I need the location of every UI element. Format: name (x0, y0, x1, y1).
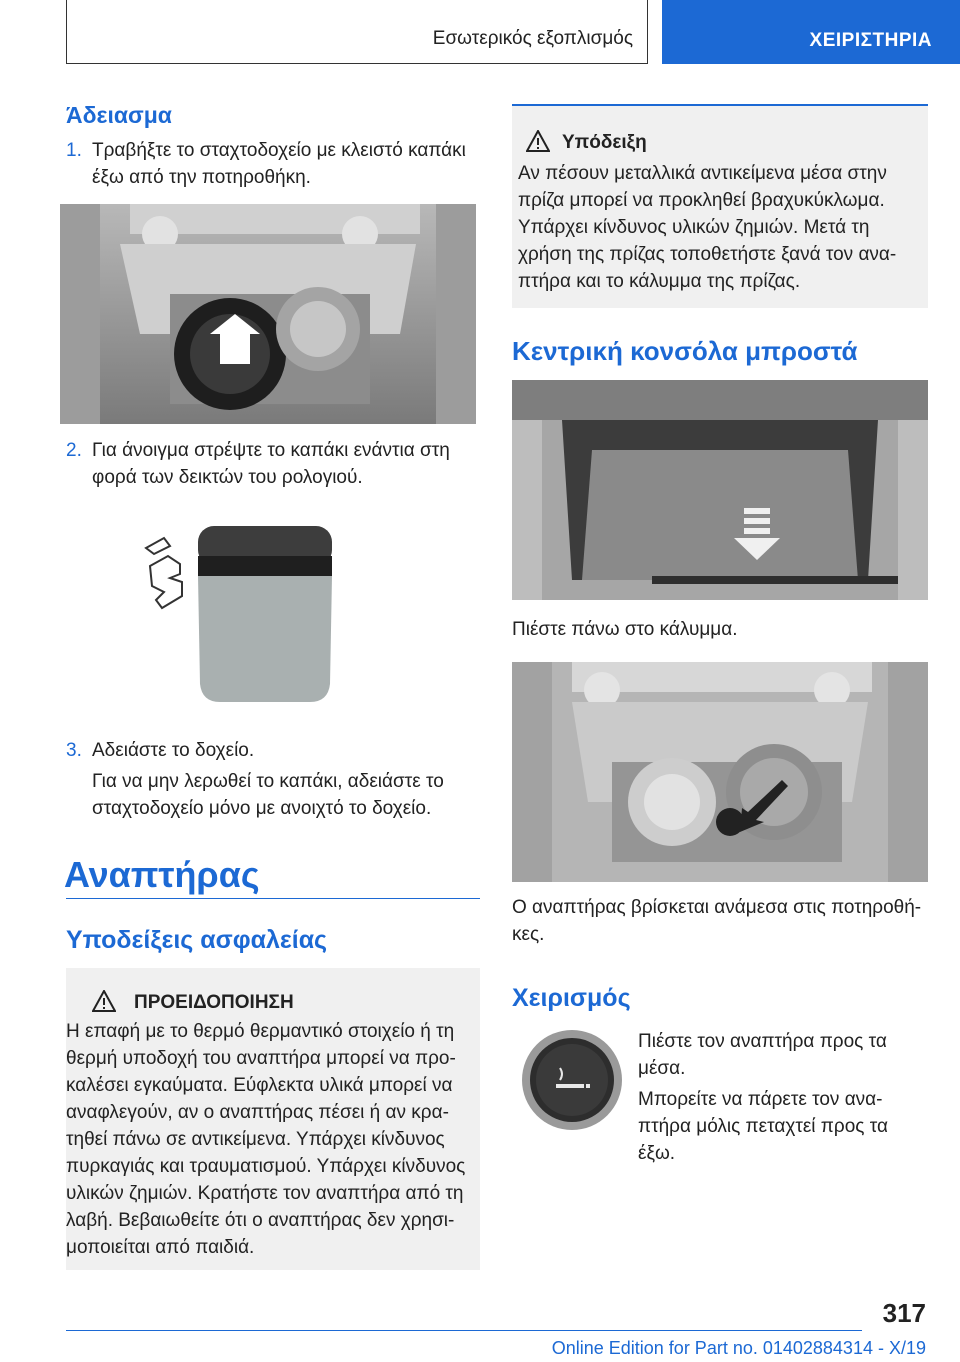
step-3-number: 3. (66, 740, 82, 761)
console-cover-image (512, 380, 928, 600)
edition-line: Online Edition for Part no. 01402884314 - X/19 (551, 1338, 926, 1358)
console-heading: Κεντρική κονσόλα μπροστά (512, 336, 858, 366)
ashtray-lid-rotation-image (140, 516, 356, 706)
step-1-text: Τραβήξτε το σταχτοδοχείο με κλειστό καπάκι έξω από την ποτηροθήκη. (92, 140, 466, 188)
step-3-note: Για να μην λερωθεί το καπάκι, αδειάστε το σταχτοδοχείο μόνο με ανοιχτό το δοχείο. (92, 771, 444, 819)
pull-out-text: Μπορείτε να πάρετε τον ανα- πτήρα μόλις πεταχτεί προς τα έξω. (638, 1089, 888, 1164)
warning-box (66, 968, 480, 1270)
lighter-location-image (512, 662, 928, 882)
step-1-number: 1. (66, 140, 82, 161)
operation-text: Πιέστε τον αναπτήρα προς τα μέσα. (638, 1031, 887, 1079)
step-2-text: Για άνοιγμα στρέψτε το καπάκι ενάντια στη φορά των δεικτών του ρολογιού. (92, 440, 450, 488)
step-3-text: Αδειάστε το δοχείο. (92, 740, 255, 761)
header-section-box (66, 0, 648, 64)
header-chapter-tab (662, 0, 960, 64)
section-title: Εσωτερικός εξοπλισμός (432, 28, 633, 49)
warning-text: Η επαφή με το θερμό θερμαντικό στοιχείο ή τη θερμή υποδοχή του αναπτήρα μπορεί να προ- καλέσει εγκαύματα. Εύφλεκτα υλικά μπορεί να αναφλεγούν, αν ο αναπτήρας πέσει ή αν κρα- τηθεί πάνω σε αντικείμενα. Υπάρχει κίνδυνος πυρκαγιάς και τραυματισμού. Υπάρχει κίνδυνος υλικών ζημιών. Κρατήστε τον αναπτήρα από τη λαβή. Βεβαιωθείτε ότι ο αναπτήρας δεν χρησι- μοποιείται από παιδιά. (66, 1021, 466, 1258)
step-2-number: 2. (66, 440, 82, 461)
operation-heading: Χειρισμός (512, 984, 631, 1012)
note-box (512, 106, 928, 308)
press-cover-text: Πιέστε πάνω στο κάλυμμα. (512, 619, 738, 640)
warning-triangle-icon (92, 990, 116, 1012)
page-number: 317 (882, 1298, 926, 1328)
chapter-title: ΧΕΙΡΙΣΤΗΡΙΑ (809, 30, 932, 51)
warning-title: ΠΡΟΕΙΔΟΠΟΙΗΣΗ (134, 992, 294, 1013)
lighter-heading-rule (66, 898, 480, 899)
warning-triangle-icon (526, 130, 550, 152)
note-text: Αν πέσουν μεταλλικά αντικείμενα μέσα στην πρίζα μπορεί να προκληθεί βραχυκύκλωμα. Υπάρχει κίνδυνος υλικών ζημιών. Μετά τη χρήση της πρίζας τοποθετήστε ξανά τον ανα- πτήρα και το κάλυμμα της πρίζας. (518, 163, 897, 292)
lighter-button-image (520, 1028, 624, 1132)
note-title: Υπόδειξη (562, 132, 647, 153)
emptying-heading: Άδειασμα (66, 102, 172, 128)
lighter-location-text: Ο αναπτήρας βρίσκεται ανάμεσα στις ποτηροθή- κες. (512, 897, 922, 945)
footer-rule (66, 1330, 862, 1331)
ashtray-cupholder-image (60, 204, 476, 424)
lighter-heading: Αναπτήρας (64, 854, 260, 895)
safety-heading: Υποδείξεις ασφαλείας (66, 926, 328, 954)
